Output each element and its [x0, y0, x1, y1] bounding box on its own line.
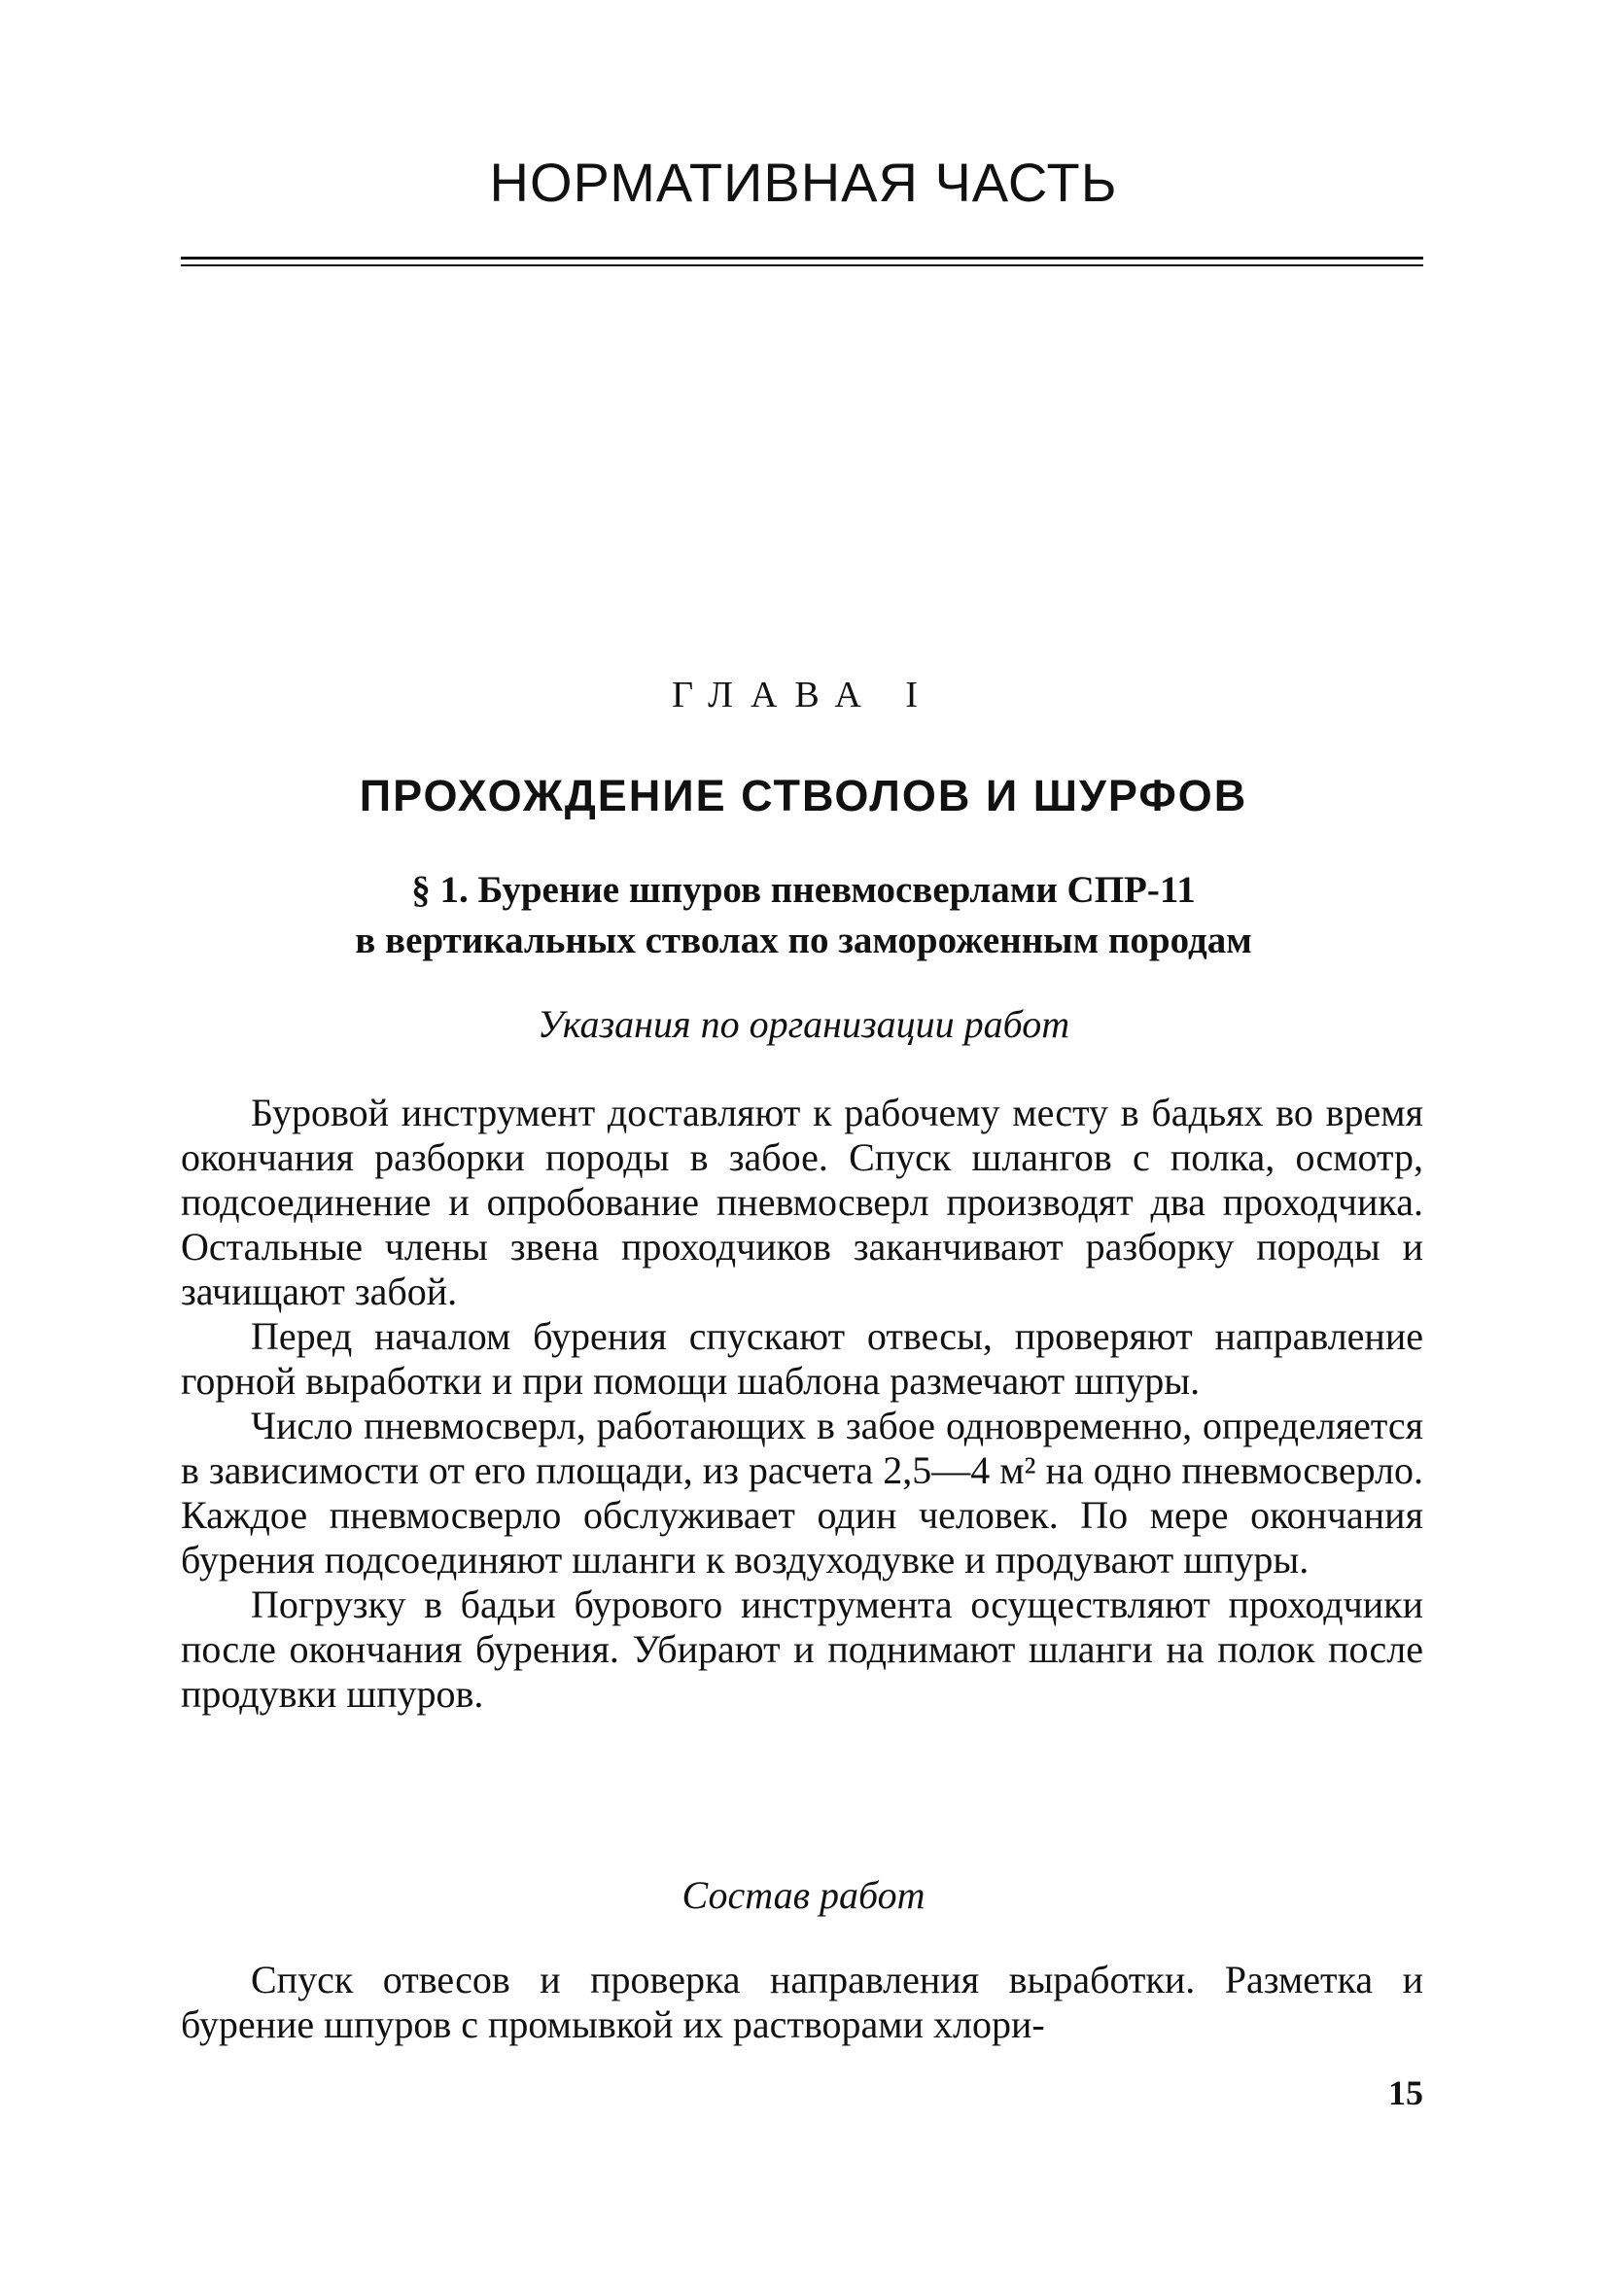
section-title-line-2: в вертикальных стволах по замороженным породам	[355, 920, 1252, 961]
page-number: 15	[1388, 2073, 1423, 2112]
double-rule-divider	[181, 257, 1423, 266]
organization-heading: Указания по организации работ	[537, 1002, 1070, 1046]
composition-text	[181, 1958, 1423, 2047]
part-title: НОРМАТИВНАЯ ЧАСТЬ	[489, 152, 1118, 213]
organization-text	[181, 1091, 1423, 1717]
section-title	[0, 865, 1607, 966]
section-title-line-1: § 1. Бурение шпуров пневмосверлами СПР-11	[411, 869, 1196, 911]
paragraph: Число пневмосверл, работающих в забое одновременно, определяется в зависимости от его площади, из расчета 2,5—4 м² на одно пневмосверло. Каждое пневмосверло обслуживает один человек. По мере окончания бурения подсоединяют шланги к воздуходувке и продувают шпуры.	[181, 1404, 1423, 1582]
paragraph: Погрузку в бадьи бурового инструмента осуществляют проходчики после окончания бурения. Убирают и поднимают шланги на полок после продувки шпуров.	[181, 1583, 1423, 1716]
paragraph: Перед началом бурения спускают отвесы, проверяют направление горной выработки и при помощи шаблона размечают шпуры.	[181, 1314, 1423, 1403]
paragraph: Спуск отвесов и проверка направления выработки. Разметка и бурение шпуров с промывкой их растворами хлори-	[181, 1958, 1423, 2046]
composition-heading: Состав работ	[681, 1873, 926, 1917]
paragraph: Буровой инструмент доставляют к рабочему месту в бадьях во время окончания разборки породы в забое. Спуск шлангов с полка, осмотр, подсоединение и опробование пневмосверл производят два проходчика. Остальные члены звена проходчиков заканчивают разборку породы и зачищают забой.	[181, 1091, 1423, 1313]
chapter-title: ПРОХОЖДЕНИЕ СТВОЛОВ И ШУРФОВ	[359, 771, 1248, 820]
chapter-label: ГЛАВА I	[672, 675, 935, 715]
